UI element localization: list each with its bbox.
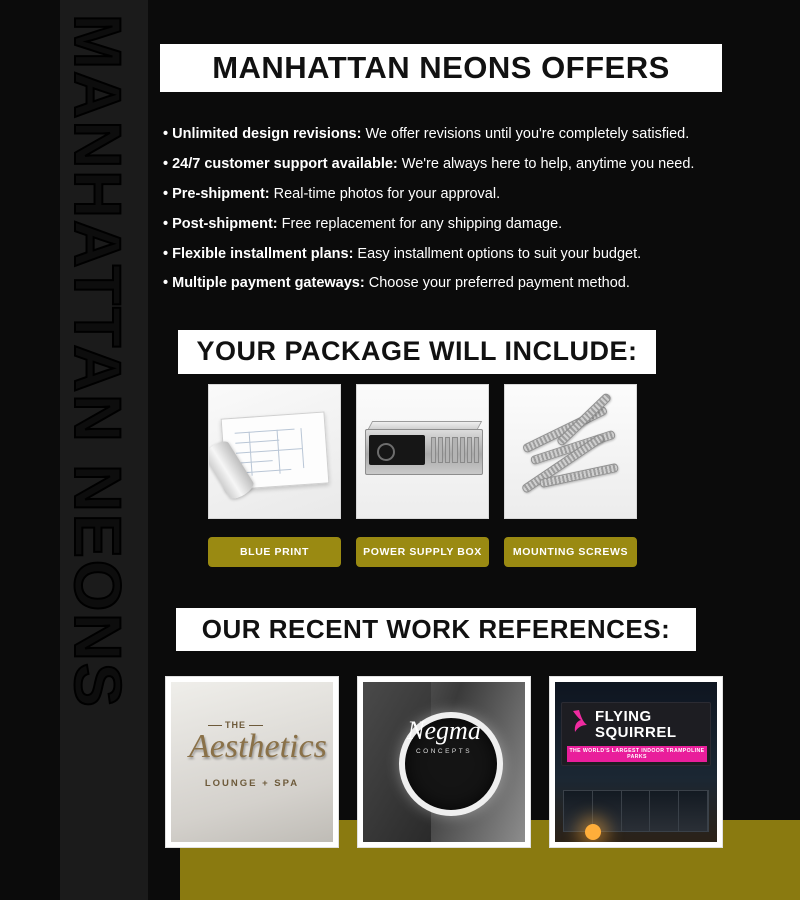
power-supply-icon: [356, 384, 489, 519]
bullet-marker: •: [163, 185, 169, 202]
package-items-row: [208, 384, 637, 567]
bullet-marker: •: [163, 126, 169, 142]
package-heading: YOUR PACKAGE WILL INCLUDE:: [178, 330, 656, 374]
package-item: [356, 384, 489, 567]
storefront-windows: [563, 790, 709, 832]
vertical-brand-label: MANHATTAN NEONS: [61, 14, 135, 709]
offer-label: Pre-shipment:: [172, 185, 270, 202]
poster-content: [160, 0, 800, 900]
offer-text: We offer revisions until you're completely satisfied.: [361, 126, 690, 142]
package-item-label: MOUNTING SCREWS: [504, 537, 637, 567]
offer-text: Free replacement for any shipping damage.: [277, 215, 563, 232]
street-lamp-glow: [585, 824, 601, 840]
reference-photo-negma: [357, 676, 531, 848]
references-heading-wrap: [176, 608, 696, 651]
aesthetics-the-label: THE: [225, 720, 246, 730]
bullet-marker: •: [163, 275, 169, 292]
package-item: [504, 384, 637, 567]
blueprint-roll-icon: [208, 384, 341, 519]
offer-label: Multiple payment gateways:: [172, 275, 365, 292]
reference-photo-flying-squirrel: [549, 676, 723, 848]
offer-text: Easy installment options to suit your budget.: [353, 245, 642, 262]
negma-sub-label: CONCEPTS: [415, 748, 473, 755]
references-heading: OUR RECENT WORK REFERENCES:: [176, 608, 696, 651]
aesthetics-script-label: Aesthetics: [189, 728, 327, 765]
package-heading-wrap: [178, 330, 656, 374]
squirrel-tagline: THE WORLD'S LARGEST INDOOR TRAMPOLINE PARKS: [567, 746, 707, 762]
offers-list: [163, 126, 763, 305]
package-item-label: BLUE PRINT: [208, 537, 341, 567]
reference-photo-aesthetics: [165, 676, 339, 848]
negma-script-label: Negma: [407, 716, 481, 745]
vertical-brand-text: [60, 14, 136, 709]
references-row: [165, 676, 723, 848]
offer-label: Flexible installment plans:: [172, 245, 354, 262]
offer-label: Post-shipment:: [172, 215, 278, 232]
mounting-screws-icon: [504, 384, 637, 519]
bullet-marker: •: [163, 215, 169, 232]
vertical-brand-strip: [60, 0, 148, 900]
list-item: [163, 216, 763, 233]
offer-text: We're always here to help, anytime you need.: [397, 155, 695, 172]
aesthetics-sub-label: LOUNGE + SPA: [204, 778, 300, 789]
offers-heading: MANHATTAN NEONS OFFERS: [160, 44, 722, 92]
squirrel-icon: [569, 708, 591, 736]
list-item: [163, 186, 763, 203]
list-item: [163, 156, 763, 173]
list-item: [163, 126, 763, 143]
flying-label: FLYING: [595, 708, 652, 725]
bullet-marker: •: [163, 245, 169, 262]
bullet-marker: •: [163, 155, 169, 172]
offers-heading-wrap: [160, 44, 722, 92]
squirrel-label: SQUIRREL: [595, 724, 677, 741]
package-item-label: POWER SUPPLY BOX: [356, 537, 489, 567]
offer-label: Unlimited design revisions:: [172, 126, 362, 142]
offer-label: 24/7 customer support available:: [172, 155, 398, 172]
offer-text: Real-time photos for your approval.: [269, 185, 501, 202]
list-item: [163, 246, 763, 263]
package-item: [208, 384, 341, 567]
offer-text: Choose your preferred payment method.: [364, 275, 630, 292]
list-item: [163, 275, 763, 292]
